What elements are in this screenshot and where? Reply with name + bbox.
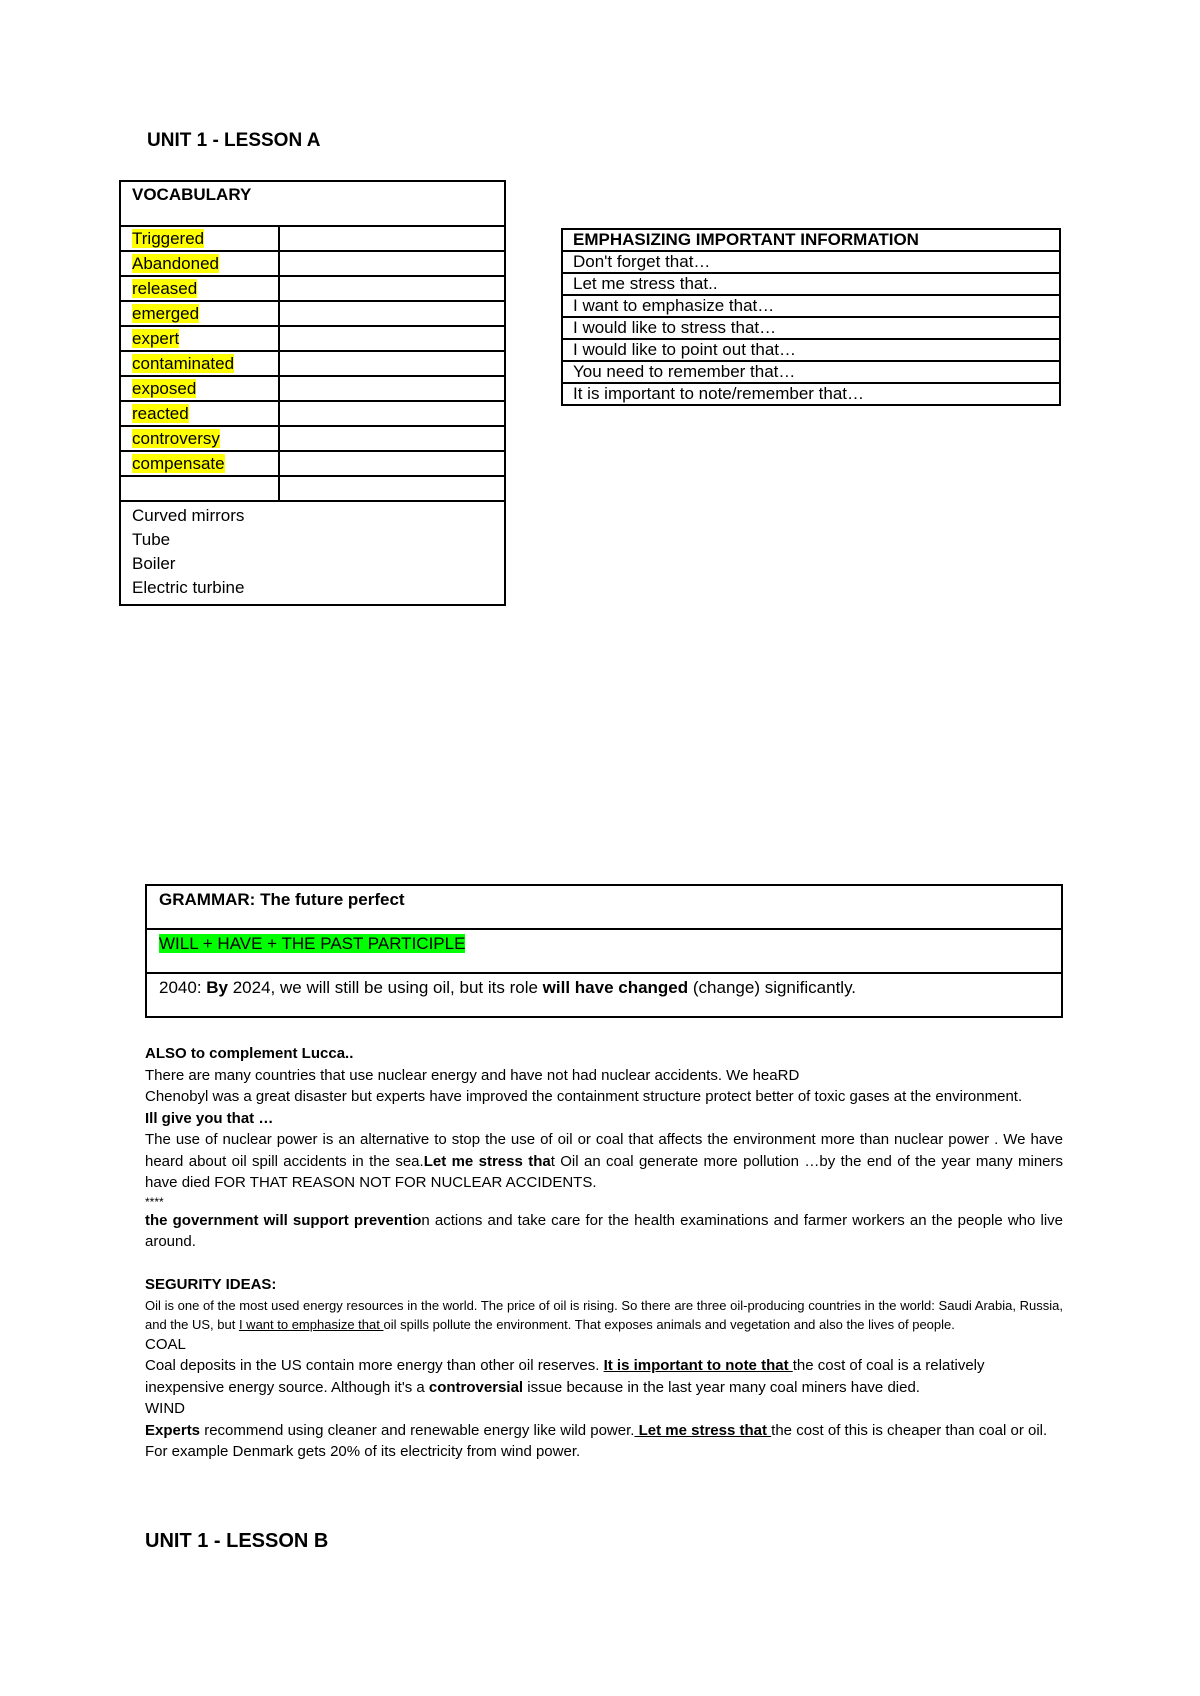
text-run: t Oil an coal generate more pollution …by the end of the year many miners have died FOR THAT REASON NOT FOR NUCLEAR ACCIDENTS. [145,1152,1063,1191]
notes-block [145,1043,1063,1463]
vocab-word: Abandoned [132,254,219,273]
wind-label: WIND [145,1400,185,1417]
text-run: The use of nuclear power is an alternative to stop the use of oil or coal that affects the environment more than nuclear power . We have heard about oil spill accidents in the sea. [145,1131,1063,1170]
vocab-note: Boiler [132,554,176,573]
vocab-blank [279,226,505,251]
bold-run: the government will support preventio [145,1211,422,1229]
underline-run: I want to emphasize that [238,1316,384,1332]
vocab-note: Tube [132,530,171,549]
text-run: issue because in the last year many coal miners have died. [523,1378,920,1396]
bold-run: Experts [145,1421,201,1439]
notes-line: There are many countries that use nuclear energy and have not had nuclear accidents. We heaRD [145,1066,800,1084]
emphasizing-table [561,228,1061,406]
grammar-formula: WILL + HAVE + THE PAST PARTICIPLE [159,934,466,953]
text-run: oil spills pollute the environment. That exposes animals and vegetation and also the lives of people. [383,1316,955,1332]
vocab-blank [279,326,505,351]
emphasizing-phrase: You need to remember that… [562,361,1060,383]
bold-underline-run: Let me stress that [634,1421,772,1439]
emphasizing-phrase: Let me stress that.. [562,273,1060,295]
bold-run: Let me stress tha [423,1152,551,1170]
example-bold: will have changed [542,978,689,997]
vocab-blank [279,276,505,301]
vocab-notes [120,501,505,605]
vocab-blank [279,251,505,276]
vocab-blank [279,376,505,401]
also-heading: ALSO to complement Lucca.. [145,1045,354,1062]
grammar-label: GRAMMAR: [159,890,256,909]
vocab-blank [279,476,505,501]
vocab-empty-cell [120,476,279,501]
unit-b-title: UNIT 1 - LESSON B [145,1530,329,1552]
grammar-table [145,884,1063,1018]
grammar-title [146,885,1062,929]
emphasizing-phrase: I would like to point out that… [562,339,1060,361]
vocab-word: Triggered [132,229,205,248]
spacer [145,1253,1063,1275]
vocabulary-table [119,180,506,606]
grammar-formula-cell [146,929,1062,973]
vocab-word: compensate [132,454,225,473]
notes-paragraph [145,1210,1063,1253]
vocab-note: Electric turbine [132,578,245,597]
vocabulary-title: VOCABULARY [120,181,505,226]
notes-line: Chenobyl was a great disaster but experts have improved the containment structure protect better of toxic gases at the environment. [145,1088,1023,1105]
text-run: Oil is one of the most used energy resources in the world. The price of oil is rising. So there are three oil-producing countries in the world: Saudi Arabia, Russia, and the US, but [145,1297,1063,1332]
vocab-word: reacted [132,404,189,423]
vocab-word: released [132,279,198,298]
text-run: the cost of coal is a relatively inexpensive energy source. Although it's a [145,1357,985,1396]
example-text: (change) significantly. [688,978,857,997]
grammar-example [146,973,1062,1017]
vocab-blank [279,351,505,376]
example-text: 2024, we will still be using oil, but its role [228,978,543,997]
text-run: the cost of this is cheaper than coal or oil. For example Denmark gets 20% of its electricity from wind power. [145,1421,1048,1460]
emphasizing-phrase: Don't forget that… [562,251,1060,273]
security-heading: SEGURITY IDEAS: [145,1276,277,1293]
vocab-note: Curved mirrors [132,506,245,525]
vocab-blank [279,451,505,476]
coal-label: COAL [145,1335,186,1353]
vocab-blank [279,426,505,451]
notes-paragraph [145,1129,1063,1194]
stars: **** [145,1194,164,1209]
emphasizing-phrase: I would like to stress that… [562,317,1060,339]
vocab-blank [279,301,505,326]
unit-a-title: UNIT 1 - LESSON A [147,130,321,151]
vocab-word: exposed [132,379,197,398]
example-bold: By [206,978,228,997]
bold-run: controversial [428,1378,524,1396]
vocab-word: emerged [132,304,200,323]
vocab-word: expert [132,329,180,348]
example-text: 2040: [159,978,207,997]
text-run: Coal deposits in the US contain more energy than other oil reserves. [145,1357,604,1374]
text-run: recommend using cleaner and renewable energy like wild power. [200,1421,635,1439]
vocab-blank [279,401,505,426]
oil-paragraph [145,1296,1063,1334]
bold-underline-run: It is important to note that [603,1357,793,1374]
emphasizing-title: EMPHASIZING IMPORTANT INFORMATION [562,229,1060,251]
emphasizing-phrase: I want to emphasize that… [562,295,1060,317]
text-run: n actions and take care for the health examinations and farmer workers an the people who live around. [145,1211,1063,1250]
coal-paragraph [145,1355,1063,1398]
give-heading: Ill give you that … [145,1109,274,1127]
wind-paragraph [145,1420,1063,1463]
grammar-topic: The future perfect [260,890,405,909]
vocab-word: contaminated [132,354,235,373]
emphasizing-phrase: It is important to note/remember that… [562,383,1060,405]
vocab-word: controversy [132,429,220,448]
